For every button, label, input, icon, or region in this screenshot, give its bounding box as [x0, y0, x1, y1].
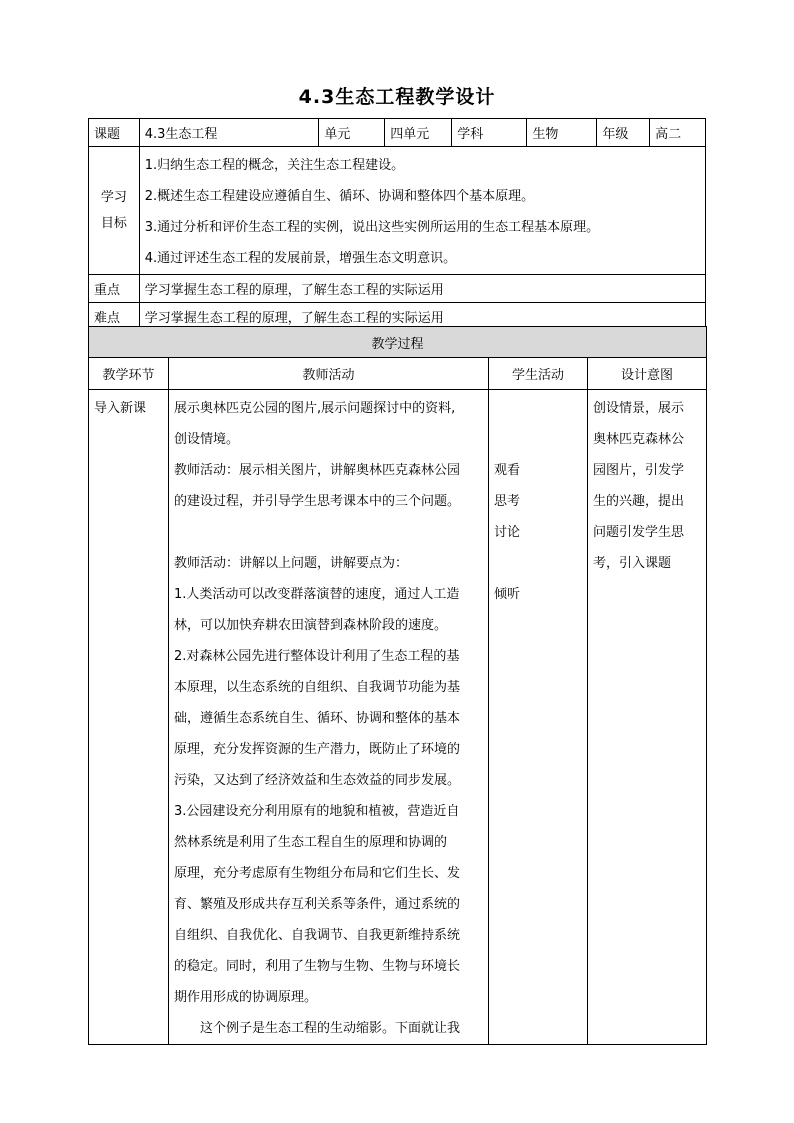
teacher-line: 的稳定。同时，利用了生物与生物、生物与环境长	[174, 959, 461, 974]
unit-label: 单元	[319, 119, 385, 147]
page-title: 4.3生态工程教学设计	[298, 86, 496, 108]
col-student-header: 学生活动	[489, 358, 588, 390]
student-line: 讨论	[494, 525, 521, 540]
goal-item: 1.归纳生态工程的概念，关注生态工程建设。	[144, 158, 405, 173]
teacher-line: 育、繁殖及形成共存互利关系等条件，通过系统的	[174, 897, 461, 912]
teacher-line: 期作用形成的协调原理。	[174, 990, 318, 1005]
intent-line: 问题引发学生思	[593, 525, 685, 540]
teacher-line: 2.对森林公园先进行整体设计利用了生态工程的基	[174, 649, 460, 664]
intent-line: 园图片，引发学	[593, 463, 685, 478]
col-intent-header: 设计意图	[588, 358, 707, 390]
key-point-row	[89, 275, 706, 303]
process-row	[89, 390, 707, 1045]
difficulty-value: 学习掌握生态工程的原理，了解生态工程的实际运用	[139, 303, 705, 331]
process-table	[88, 326, 707, 1045]
teacher-line: 自组织、自我优化、自我调节、自我更新维持系统	[174, 928, 461, 943]
student-line: 思考	[494, 494, 521, 509]
goals-label-line1: 学习	[100, 189, 127, 205]
goal-item: 4.通过评述生态工程的发展前景，增强生态文明意识。	[144, 251, 457, 266]
goals-label	[89, 147, 140, 275]
teacher-line: 3.公园建设充分利用原有的地貌和植被，营造近自	[174, 804, 460, 819]
intent-line: 考，引入课题	[593, 556, 672, 571]
teacher-line: 林，可以加快弃耕农田演替到森林阶段的速度。	[174, 618, 448, 633]
teacher-line: 原理，充分发挥资源的生产潜力，既防止了环境的	[174, 742, 461, 757]
info-row	[89, 119, 706, 147]
student-line: 观看	[494, 463, 521, 478]
goal-item: 2.概述生态工程建设应遵循自生、循环、协调和整体四个基本原理。	[144, 189, 535, 204]
teacher-line: 然林系统是利用了生态工程自生的原理和协调的	[174, 835, 448, 850]
goals-label-line2: 目标	[100, 215, 127, 231]
goals-content	[139, 147, 705, 275]
teacher-line: 的建设过程，并引导学生思考课本中的三个问题。	[174, 494, 461, 509]
student-line	[494, 393, 582, 424]
stage-cell	[89, 390, 169, 1045]
unit-value: 四单元	[385, 119, 452, 147]
subject-label: 学科	[452, 119, 527, 147]
goals-row	[89, 147, 706, 275]
process-heading: 教学过程	[89, 327, 707, 358]
goal-item: 3.通过分析和评价生态工程的实例，说出这些实例所运用的生态工程基本原理。	[144, 220, 600, 235]
teacher-line: 污染，又达到了经济效益和生态效益的同步发展。	[174, 773, 461, 788]
teacher-line: 础，遵循生态系统自生、循环、协调和整体的基本	[174, 711, 461, 726]
teacher-line	[174, 517, 483, 548]
grade-value: 高二	[650, 119, 706, 147]
info-table	[88, 118, 706, 331]
topic-label: 课题	[89, 119, 140, 147]
student-line	[494, 424, 582, 455]
grade-label: 年级	[597, 119, 650, 147]
teacher-line: 本原理，以生态系统的自组织、自我调节功能为基	[174, 680, 461, 695]
key-point-label: 重点	[89, 275, 140, 303]
topic-value: 4.3生态工程	[139, 119, 319, 147]
student-activity-cell	[489, 390, 588, 1045]
key-point-value: 学习掌握生态工程的原理，了解生态工程的实际运用	[139, 275, 705, 303]
intent-line: 奥林匹克森林公	[593, 432, 685, 447]
design-intent-cell	[588, 390, 707, 1045]
teacher-line: 1.人类活动可以改变群落演替的速度，通过人工造	[174, 587, 460, 602]
process-header-row	[89, 358, 707, 390]
teacher-line: 教师活动：讲解以上问题，讲解要点为：	[174, 556, 409, 571]
student-line	[494, 548, 582, 579]
teacher-line: 这个例子是生态工程的生动缩影。下面就让我	[200, 1021, 461, 1036]
teacher-activity-cell	[169, 390, 489, 1045]
teacher-line: 创设情境。	[174, 432, 240, 447]
teacher-line: 教师活动：展示相关图片，讲解奥林匹克森林公园	[174, 463, 461, 478]
intent-line: 创设情景，展示	[593, 401, 685, 416]
col-teacher-header: 教师活动	[169, 358, 489, 390]
student-line: 倾听	[494, 587, 521, 602]
intent-line: 生的兴趣，提出	[593, 494, 685, 509]
process-heading-row	[89, 327, 707, 358]
teacher-line: 展示奥林匹克公园的图片,展示问题探讨中的资料,	[174, 401, 456, 416]
col-stage-header: 教学环节	[89, 358, 169, 390]
difficulty-label: 难点	[89, 303, 140, 331]
teacher-line: 原理，充分考虑原有生物组分布局和它们生长、发	[174, 866, 461, 881]
subject-value: 生物	[527, 119, 597, 147]
stage-label: 导入新课	[94, 401, 147, 416]
